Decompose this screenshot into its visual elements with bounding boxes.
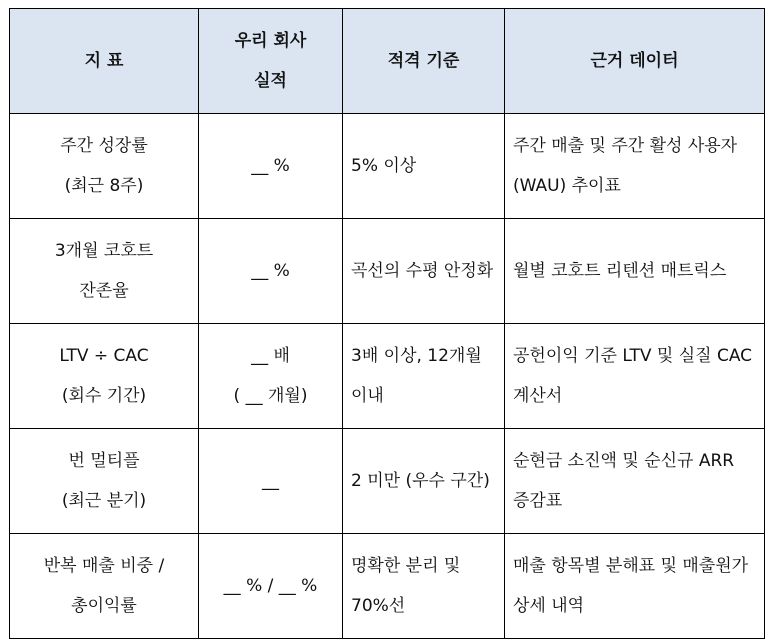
table-row [10,114,765,219]
evidence-cell: 매출 항목별 분해표 및 매출원가 상세 내역 [505,534,765,639]
criteria-cell: 곡선의 수평 안정화 [343,219,505,324]
table-row [10,429,765,534]
our-result-value: __ % [251,156,290,176]
our-result-subvalue: ( __ 개월) [233,386,308,406]
metric-subtitle: (회수 기간) [61,386,147,406]
header-row [10,9,765,114]
header-criteria: 적격 기준 [343,9,505,114]
metric-name: 주간 성장률 [60,136,148,156]
metric-cell [10,534,199,639]
metric-cell [10,324,199,429]
metric-name: 3개월 코호트 [54,241,154,261]
metric-subtitle: (최근 분기) [61,491,147,511]
criteria-cell: 3배 이상, 12개월 이내 [343,324,505,429]
header-our-results-line1: 우리 회사 [234,31,307,51]
our-result-cell [199,324,343,429]
metric-cell [10,219,199,324]
metric-name: 번 멀티플 [68,451,140,471]
our-result-cell [199,114,343,219]
table-row [10,324,765,429]
our-result-value: __ % / __ % [223,576,318,596]
evidence-cell: 월별 코호트 리텐션 매트릭스 [505,219,765,324]
header-our-results [199,9,343,114]
evidence-cell: 주간 매출 및 주간 활성 사용자(WAU) 추이표 [505,114,765,219]
our-result-cell [199,534,343,639]
header-metric: 지 표 [10,9,199,114]
criteria-cell: 명확한 분리 및 70%선 [343,534,505,639]
criteria-cell: 2 미만 (우수 구간) [343,429,505,534]
our-result-value: __ [262,471,279,491]
metrics-table [9,8,765,639]
metric-name: 반복 매출 비중 / [43,556,165,576]
header-evidence: 근거 데이터 [505,9,765,114]
metric-subtitle: (최근 8주) [64,176,144,196]
evidence-cell: 공헌이익 기준 LTV 및 실질 CAC 계산서 [505,324,765,429]
metric-subtitle: 총이익률 [71,596,137,616]
metric-cell [10,429,199,534]
metric-subtitle: 잔존율 [79,281,129,301]
our-result-cell [199,219,343,324]
metric-name: LTV ÷ CAC [59,346,149,366]
criteria-cell: 5% 이상 [343,114,505,219]
evidence-cell: 순현금 소진액 및 순신규 ARR 증감표 [505,429,765,534]
header-our-results-line2: 실적 [254,71,287,91]
table-row [10,534,765,639]
our-result-cell [199,429,343,534]
table-row [10,219,765,324]
metric-cell [10,114,199,219]
our-result-value: __ 배 [251,346,290,366]
our-result-value: __ % [251,261,290,281]
